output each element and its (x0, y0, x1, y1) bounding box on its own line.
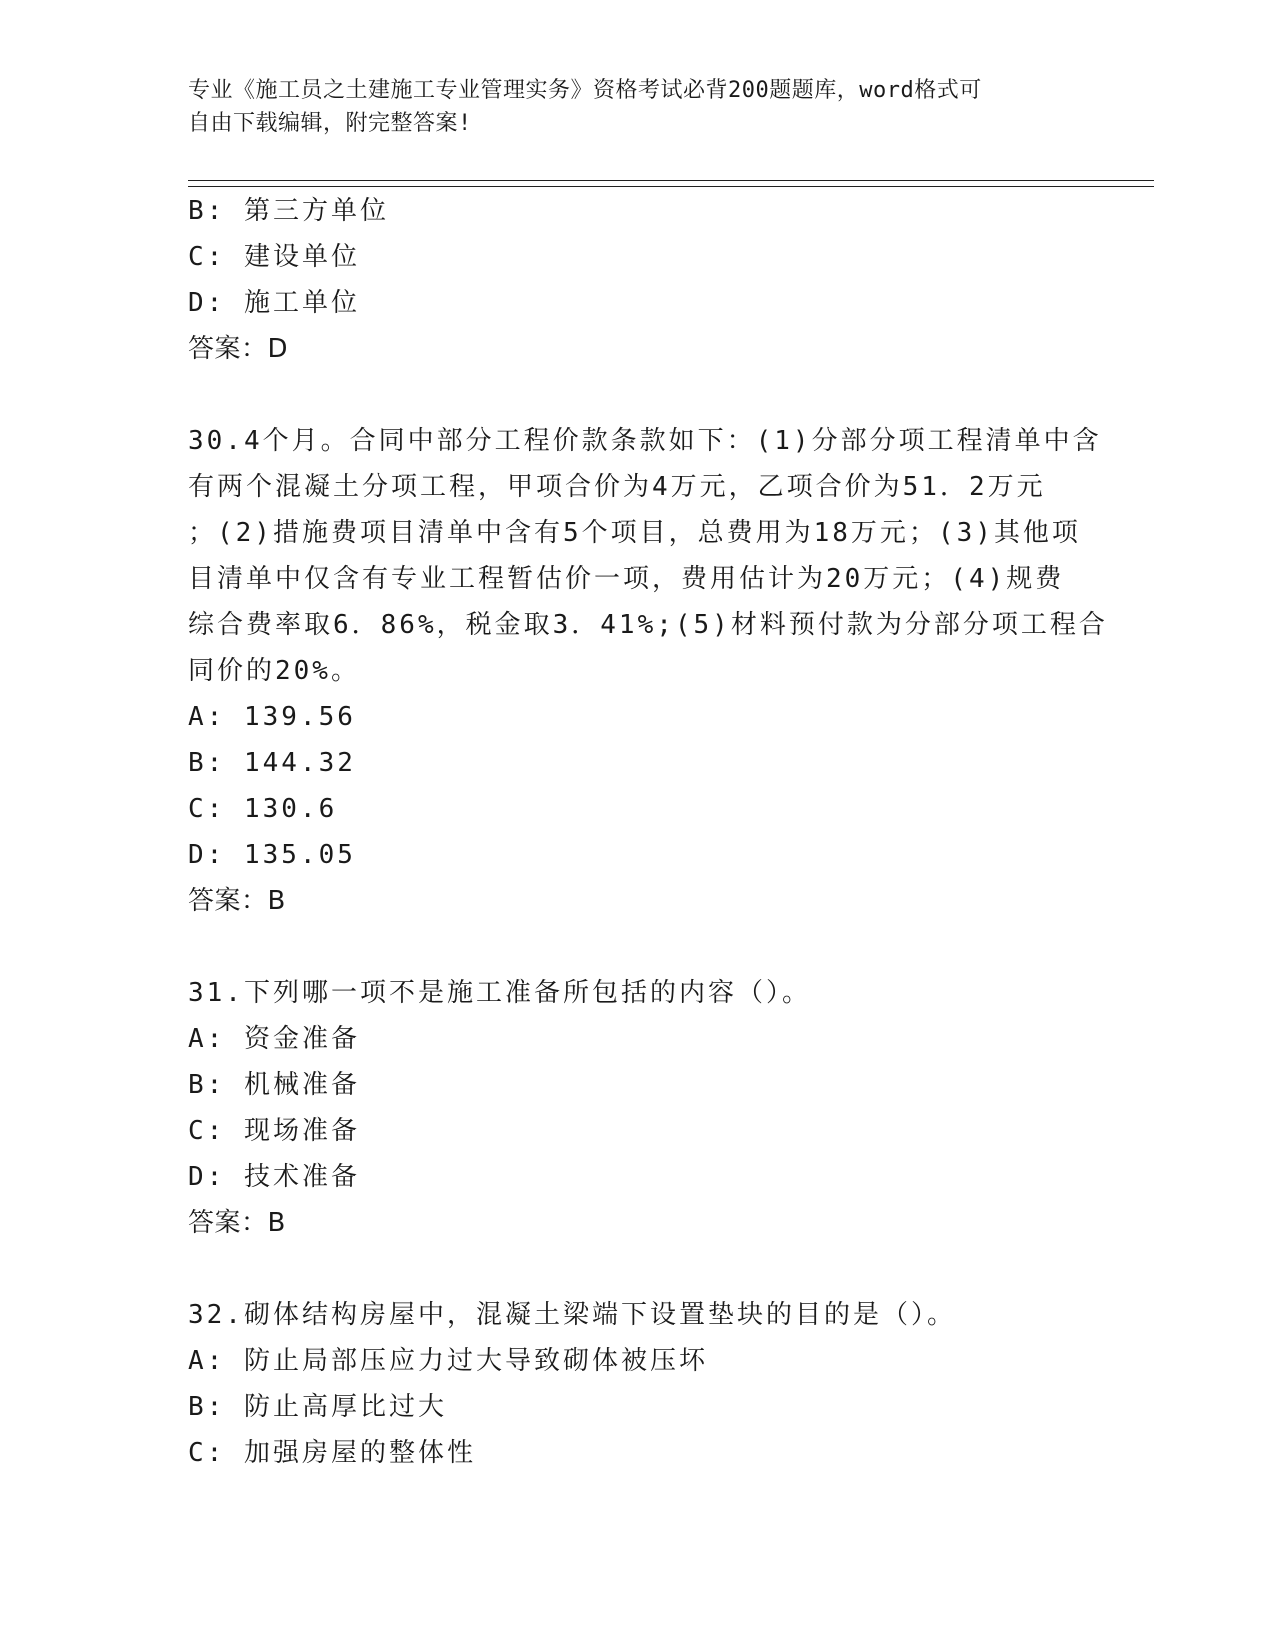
question-31 (188, 970, 1088, 1246)
question-list (188, 188, 1108, 1476)
question-stem-line: 综合费率取6．86%，税金取3．41%;(5)材料预付款为分部分项工程合 (188, 610, 1108, 640)
question-32 (188, 1292, 1088, 1476)
answer-label: 答案：D (188, 334, 289, 364)
answer-label: 答案：B (188, 1208, 286, 1238)
question-29-tail (188, 188, 1088, 372)
option-b: B: 防止高厚比过大 (188, 1392, 447, 1422)
question-stem-line: 有两个混凝土分项工程，甲项合价为4万元，乙项合价为51．2万元 (188, 472, 1046, 502)
spacer (188, 1246, 1088, 1292)
option-c: C: 加强房屋的整体性 (188, 1438, 476, 1468)
spacer (188, 372, 1088, 418)
question-stem: 31.下列哪一项不是施工准备所包括的内容（）。 (188, 978, 811, 1008)
option-a: A: 防止局部压应力过大导致砌体被压坏 (188, 1346, 708, 1376)
document-header (188, 74, 1068, 140)
option-d: D: 135.05 (188, 840, 356, 870)
question-stem-line: ；(2)措施费项目清单中含有5个项目，总费用为18万元；(3)其他项 (188, 518, 1081, 548)
question-30 (188, 418, 1108, 924)
option-d: D: 施工单位 (188, 288, 360, 318)
header-double-rule (188, 180, 1154, 187)
question-stem: 32.砌体结构房屋中，混凝土梁端下设置垫块的目的是（）。 (188, 1300, 956, 1330)
answer-label: 答案：B (188, 886, 286, 916)
option-c: C: 现场准备 (188, 1116, 360, 1146)
header-title-line-1: 专业《施工员之土建施工专业管理实务》资格考试必背200题题库，word格式可 (188, 78, 982, 103)
option-b: B: 144.32 (188, 748, 356, 778)
question-stem-line: 目清单中仅含有专业工程暂估价一项，费用估计为20万元；(4)规费 (188, 564, 1065, 594)
spacer (188, 924, 1088, 970)
option-c: C: 130.6 (188, 794, 338, 824)
option-b: B: 机械准备 (188, 1070, 360, 1100)
option-c: C: 建设单位 (188, 242, 360, 272)
option-a: A: 资金准备 (188, 1024, 360, 1054)
question-stem-line: 同价的20%。 (188, 656, 360, 686)
option-b: B: 第三方单位 (188, 196, 389, 226)
question-stem-line: 30.4个月。合同中部分工程价款条款如下：(1)分部分项工程清单中含 (188, 426, 1102, 456)
header-title-line-2: 自由下载编辑，附完整答案! (188, 111, 472, 136)
option-d: D: 技术准备 (188, 1162, 360, 1192)
option-a: A: 139.56 (188, 702, 356, 732)
